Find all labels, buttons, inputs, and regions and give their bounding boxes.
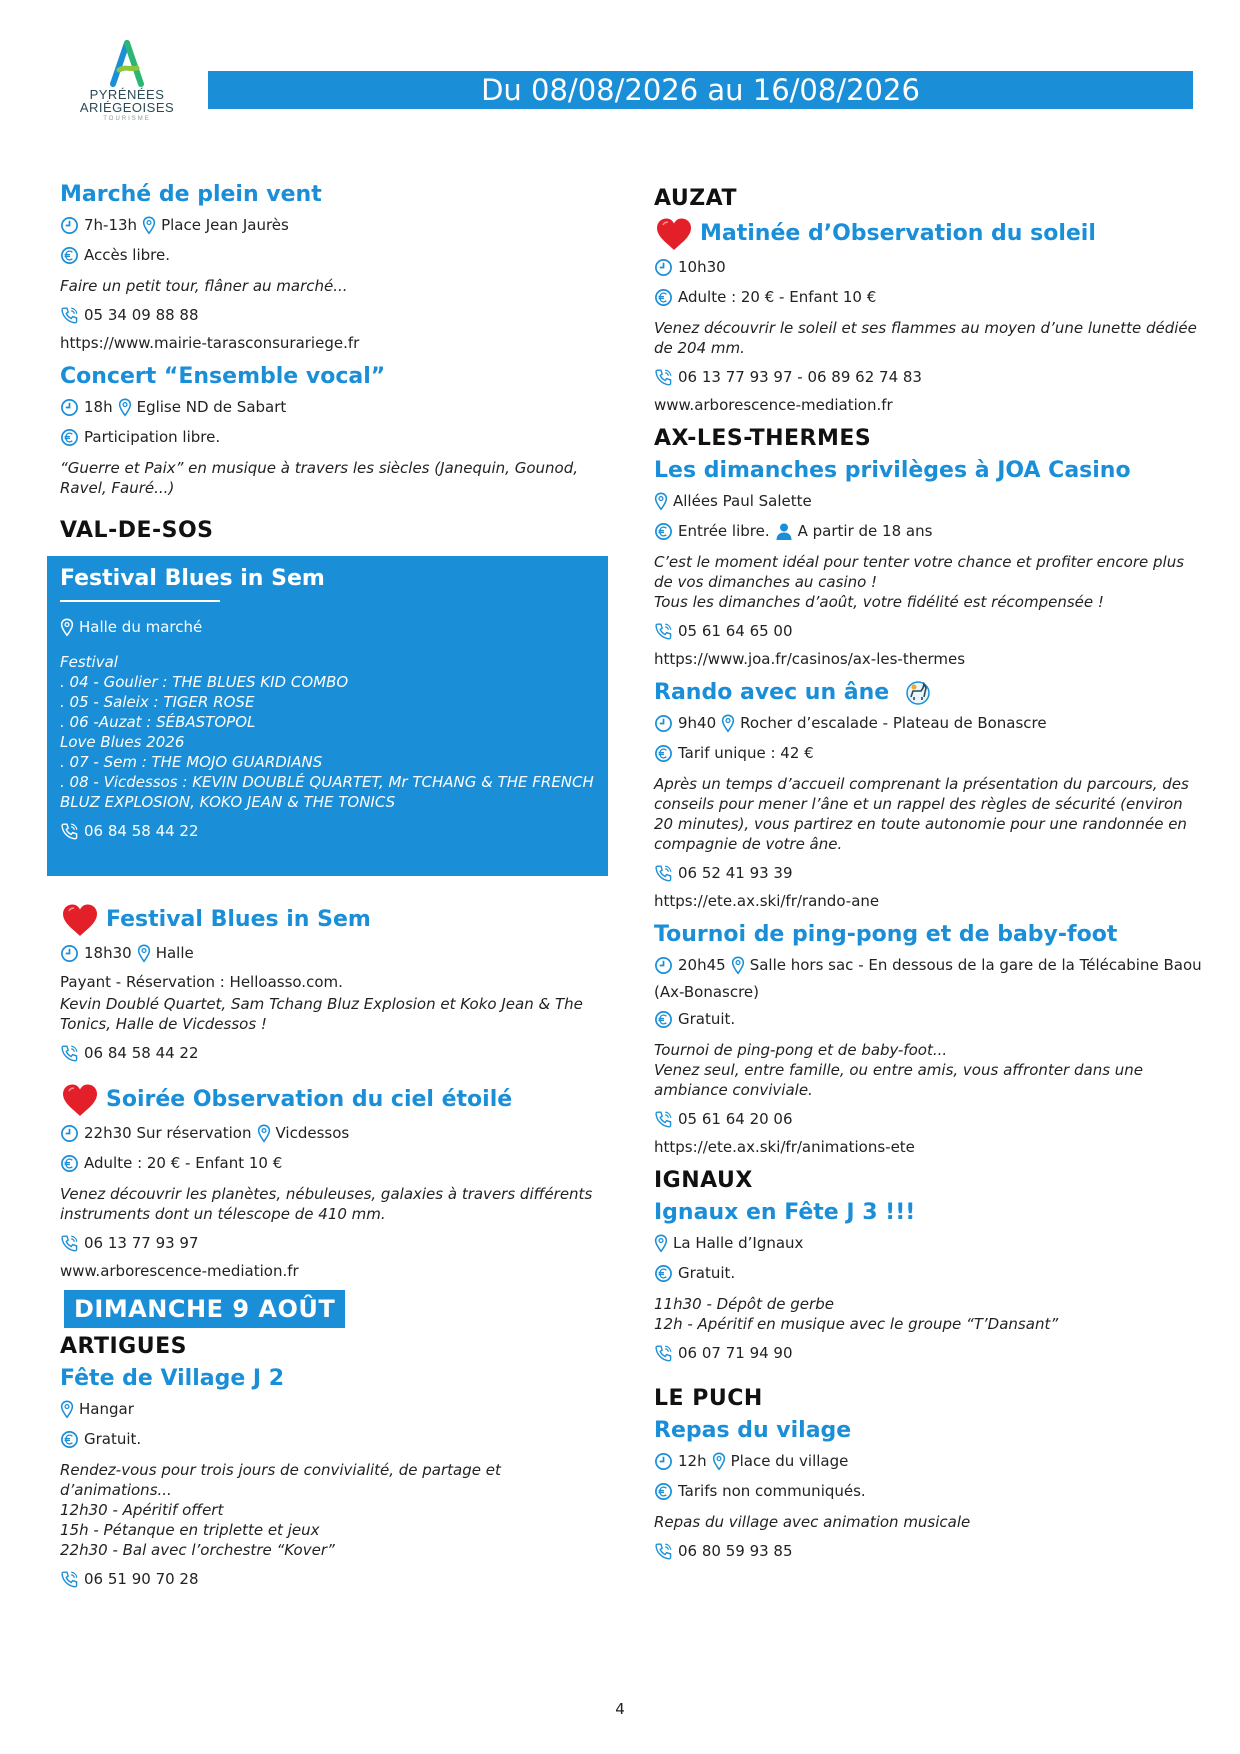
event-phone[interactable]: 06 07 71 94 90 xyxy=(678,1344,793,1362)
logo-text-line3: TOURISME xyxy=(103,116,151,122)
event-price-row xyxy=(60,422,600,452)
location-pin-icon xyxy=(257,1124,271,1143)
event-time: 12h xyxy=(678,1452,707,1470)
event-title: Rando avec un âne xyxy=(654,680,890,705)
phone-icon xyxy=(654,622,673,641)
location-pin-icon xyxy=(137,944,151,963)
location-pin-icon xyxy=(721,714,735,733)
town-heading: LE PUCH xyxy=(654,1386,763,1411)
event-place: Place du village xyxy=(730,1452,849,1470)
event-description: Kevin Doublé Quartet, Sam Tchang Bluz Explosion et Koko Jean & The Tonics, Halle de Vicdessos ! xyxy=(60,995,583,1033)
event-time-place-row xyxy=(60,210,600,240)
event-price: Gratuit. xyxy=(678,1264,736,1282)
event-phone-row xyxy=(60,1228,600,1258)
event-booking-info: Payant - Réservation : Helloasso.com. xyxy=(60,973,343,991)
event-price-row xyxy=(654,516,1202,546)
right-column xyxy=(654,184,1202,1572)
event-phone[interactable]: 05 61 64 65 00 xyxy=(678,622,793,640)
event-title: Repas du vilage xyxy=(654,1418,852,1443)
event-time-place-row xyxy=(654,708,1202,738)
euro-icon xyxy=(654,522,673,541)
event-repas-du-village xyxy=(654,1416,1202,1566)
event-price-row xyxy=(60,1424,600,1454)
event-dimanches-joa-casino xyxy=(654,456,1202,672)
location-pin-icon xyxy=(654,1234,668,1253)
clock-icon xyxy=(654,956,673,975)
event-phone-row xyxy=(60,1038,600,1068)
phone-icon xyxy=(60,306,79,325)
event-festival-blues-in-sem xyxy=(60,902,600,1068)
event-phone-row xyxy=(60,1564,600,1594)
event-marche-plein-vent xyxy=(60,180,600,356)
event-place: Halle du marché xyxy=(79,618,203,636)
event-place: Hangar xyxy=(79,1400,134,1418)
event-title: Fête de Village J 2 xyxy=(60,1366,285,1391)
euro-icon xyxy=(654,1010,673,1029)
event-time: 18h xyxy=(84,398,113,416)
event-time: 7h-13h xyxy=(84,216,138,234)
event-rando-avec-un-ane xyxy=(654,678,1202,914)
logo-a-icon xyxy=(107,40,147,88)
event-place: Rocher d’escalade - Plateau de Bonascre xyxy=(740,714,1047,732)
event-price: Entrée libre. xyxy=(678,522,770,540)
day-heading: DIMANCHE 9 AOÛT xyxy=(64,1290,345,1328)
event-time-place-row xyxy=(60,392,600,422)
town-heading: AX-LES-THERMES xyxy=(654,426,872,451)
euro-icon xyxy=(60,1430,79,1449)
date-range-banner: Du 08/08/2026 au 16/08/2026 xyxy=(208,71,1193,109)
heart-icon xyxy=(654,216,694,252)
event-price-row xyxy=(654,282,1202,312)
event-url[interactable]: www.arborescence-mediation.fr xyxy=(60,1262,299,1280)
event-price: Adulte : 20 € - Enfant 10 € xyxy=(84,1154,283,1172)
event-price: Accès libre. xyxy=(84,246,170,264)
euro-icon xyxy=(654,1264,673,1283)
location-pin-icon xyxy=(60,1400,74,1419)
event-time: 22h30 Sur réservation xyxy=(84,1124,252,1142)
location-pin-icon xyxy=(712,1452,726,1471)
event-title: Concert “Ensemble vocal” xyxy=(60,364,386,389)
event-time-place-row xyxy=(654,950,1202,980)
clock-icon xyxy=(654,1452,673,1471)
event-title: Ignaux en Fête J 3 !!! xyxy=(654,1200,916,1225)
event-price-row xyxy=(654,1476,1202,1506)
phone-icon xyxy=(654,864,673,883)
event-title: Les dimanches privilèges à JOA Casino xyxy=(654,458,1131,483)
phone-icon xyxy=(60,822,79,841)
location-pin-icon xyxy=(731,956,745,975)
event-price: Tarifs non communiqués. xyxy=(678,1482,866,1500)
event-place: Place Jean Jaurès xyxy=(161,216,289,234)
event-phone[interactable]: 05 61 64 20 06 xyxy=(678,1110,793,1128)
clock-icon xyxy=(60,1124,79,1143)
event-description: Festival . 04 - Goulier : THE BLUES KID COMBO . 05 - Saleix : TIGER ROSE . 06 -Auzat : SÉBASTOPOL Love Blues 2026 . 07 - Sem : THE MOJO GUARDIANS . 08 - Vicdessos : KEVIN DOUBLÉ QUARTET, Mr TCHANG & THE FRENCH BLUZ EXPLOSION, KOKO JEAN & THE TONICS xyxy=(60,653,594,811)
event-time: 18h30 xyxy=(84,944,132,962)
phone-icon xyxy=(60,1234,79,1253)
event-phone-row xyxy=(60,816,594,846)
location-pin-icon xyxy=(654,492,668,511)
event-title-row xyxy=(60,902,600,938)
event-phone-row xyxy=(654,362,1202,392)
event-time: 10h30 xyxy=(678,258,726,276)
event-phone-row xyxy=(654,1104,1202,1134)
phone-icon xyxy=(654,1542,673,1561)
event-phone[interactable]: 06 13 77 93 97 - 06 89 62 74 83 xyxy=(678,368,922,386)
event-price: Gratuit. xyxy=(678,1010,736,1028)
event-phone-row xyxy=(654,858,1202,888)
event-url[interactable]: https://ete.ax.ski/fr/rando-ane xyxy=(654,892,880,910)
event-price: Participation libre. xyxy=(84,428,221,446)
clock-icon xyxy=(60,398,79,417)
heart-icon xyxy=(60,1082,100,1118)
town-heading: AUZAT xyxy=(654,186,737,211)
event-place-row xyxy=(60,1394,600,1424)
event-description: Tournoi de ping-pong et de baby-foot... Venez seul, entre famille, ou entre amis, vous affronter dans une ambiance conviviale. xyxy=(654,1041,1144,1099)
event-place: Halle xyxy=(155,944,194,962)
event-phone-row xyxy=(60,300,600,330)
event-phone[interactable]: 06 84 58 44 22 xyxy=(84,1044,199,1062)
event-time-place-row xyxy=(60,938,600,968)
event-price: Gratuit. xyxy=(84,1430,142,1448)
euro-icon xyxy=(60,246,79,265)
event-description: Après un temps d’accueil comprenant la présentation du parcours, des conseils pour mener l’âne et un rappel des règles de sécurité (environ 20 minutes), vous partirez en toute autonomie pour une randonnée en compagnie de votre âne. xyxy=(654,775,1189,853)
phone-icon xyxy=(60,1044,79,1063)
event-time-place-row xyxy=(654,1446,1202,1476)
event-description: C’est le moment idéal pour tenter votre chance et profiter encore plus de vos dimanches au casino ! Tous les dimanches d’août, votre fidélité est récompensée ! xyxy=(654,553,1185,611)
location-pin-icon xyxy=(60,618,74,637)
town-heading: ARTIGUES xyxy=(60,1334,187,1359)
featured-event-box xyxy=(47,556,608,876)
clock-icon xyxy=(654,714,673,733)
event-url[interactable]: https://ete.ax.ski/fr/animations-ete xyxy=(654,1138,915,1156)
event-price: Tarif unique : 42 € xyxy=(678,744,814,762)
town-heading: IGNAUX xyxy=(654,1168,753,1193)
phone-icon xyxy=(654,1110,673,1129)
event-tournoi-ping-pong xyxy=(654,920,1202,1160)
event-place: Salle hors sac - En dessous de la gare de la Télécabine Baou xyxy=(749,956,1202,974)
event-price-row xyxy=(654,1004,1202,1034)
event-price-row xyxy=(654,738,1202,768)
event-matinee-observation-soleil xyxy=(654,216,1202,418)
town-heading: VAL-DE-SOS xyxy=(60,518,214,543)
event-price-row xyxy=(60,240,600,270)
event-place: Eglise ND de Sabart xyxy=(136,398,287,416)
event-phone[interactable]: 06 80 59 93 85 xyxy=(678,1542,793,1560)
event-fete-de-village xyxy=(60,1364,600,1594)
event-title-row xyxy=(654,216,1202,252)
event-phone[interactable]: 06 13 77 93 97 xyxy=(84,1234,199,1252)
event-price: Adulte : 20 € - Enfant 10 € xyxy=(678,288,877,306)
person-icon xyxy=(775,522,793,541)
event-age-restriction: A partir de 18 ans xyxy=(797,522,933,540)
donkey-icon xyxy=(903,680,933,706)
euro-icon xyxy=(654,288,673,307)
title-underline xyxy=(60,600,220,602)
event-phone-row xyxy=(654,1338,1202,1368)
event-time-place-row xyxy=(60,1118,600,1148)
event-place-row xyxy=(654,1228,1202,1258)
event-description: Faire un petit tour, flâner au marché... xyxy=(60,277,348,295)
phone-icon xyxy=(654,368,673,387)
event-price-row xyxy=(60,1148,600,1178)
euro-icon xyxy=(654,1482,673,1501)
event-place-row xyxy=(654,486,1202,516)
event-phone-row xyxy=(654,616,1202,646)
event-title: Marché de plein vent xyxy=(60,182,322,207)
euro-icon xyxy=(654,744,673,763)
logo-text-line1: PYRÉNÉES xyxy=(89,87,165,102)
clock-icon xyxy=(60,216,79,235)
euro-icon xyxy=(60,1154,79,1173)
event-phone[interactable]: 05 34 09 88 88 xyxy=(84,306,199,324)
event-phone[interactable]: 06 52 41 93 39 xyxy=(678,864,793,882)
event-place-row xyxy=(60,612,594,642)
event-title: Matinée d’Observation du soleil xyxy=(700,221,1096,246)
event-title: Festival Blues in Sem xyxy=(106,907,371,932)
location-pin-icon xyxy=(142,216,156,235)
event-concert-ensemble-vocal xyxy=(60,362,600,498)
euro-icon xyxy=(60,428,79,447)
event-phone[interactable]: 06 51 90 70 28 xyxy=(84,1570,199,1588)
event-ignaux-en-fete xyxy=(654,1198,1202,1368)
heart-icon xyxy=(60,902,100,938)
phone-icon xyxy=(60,1570,79,1589)
event-phone[interactable]: 06 84 58 44 22 xyxy=(84,822,199,840)
event-place-detail: (Ax-Bonascre) xyxy=(654,983,760,1001)
event-time-row xyxy=(654,252,1202,282)
event-title: Tournoi de ping-pong et de baby-foot xyxy=(654,922,1118,947)
event-place: La Halle d’Ignaux xyxy=(673,1234,804,1252)
location-pin-icon xyxy=(118,398,132,417)
pyrenees-ariegeoises-logo xyxy=(72,40,182,140)
event-url[interactable]: https://www.joa.fr/casinos/ax-les-thermes xyxy=(654,650,966,668)
event-place: Allées Paul Salette xyxy=(673,492,812,510)
phone-icon xyxy=(654,1344,673,1363)
event-description: “Guerre et Paix” en musique à travers les siècles (Janequin, Gounod, Ravel, Fauré...) xyxy=(60,459,578,497)
event-time: 9h40 xyxy=(678,714,717,732)
event-description: Repas du village avec animation musicale xyxy=(654,1513,971,1531)
event-title: Soirée Observation du ciel étoilé xyxy=(106,1087,513,1112)
clock-icon xyxy=(654,258,673,277)
event-description: 11h30 - Dépôt de gerbe 12h - Apéritif en musique avec le groupe “T’Dansant” xyxy=(654,1295,1059,1333)
event-price-row xyxy=(654,1258,1202,1288)
featured-event-title: Festival Blues in Sem xyxy=(60,566,325,591)
event-url[interactable]: https://www.mairie-tarasconsurariege.fr xyxy=(60,334,360,352)
event-title-row xyxy=(654,678,1202,708)
event-title-row xyxy=(60,1082,600,1118)
clock-icon xyxy=(60,944,79,963)
page-number: 4 xyxy=(615,1700,625,1718)
event-description: Venez découvrir le soleil et ses flammes au moyen d’une lunette dédiée de 204 mm. xyxy=(654,319,1197,357)
event-url[interactable]: www.arborescence-mediation.fr xyxy=(654,396,893,414)
event-soiree-observation-ciel xyxy=(60,1082,600,1284)
event-description: Rendez-vous pour trois jours de convivialité, de partage et d’animations... 12h30 - Apéritif offert 15h - Pétanque en triplette et jeux 22h30 - Bal avec l’orchestre “Kover” xyxy=(60,1461,501,1559)
event-time: 20h45 xyxy=(678,956,726,974)
logo-text-line2: ARIÉGEOISES xyxy=(79,100,175,115)
event-phone-row xyxy=(654,1536,1202,1566)
event-description: Venez découvrir les planètes, nébuleuses, galaxies à travers différents instruments dont un télescope de 410 mm. xyxy=(60,1185,593,1223)
left-column xyxy=(60,180,600,1600)
event-place: Vicdessos xyxy=(275,1124,350,1142)
